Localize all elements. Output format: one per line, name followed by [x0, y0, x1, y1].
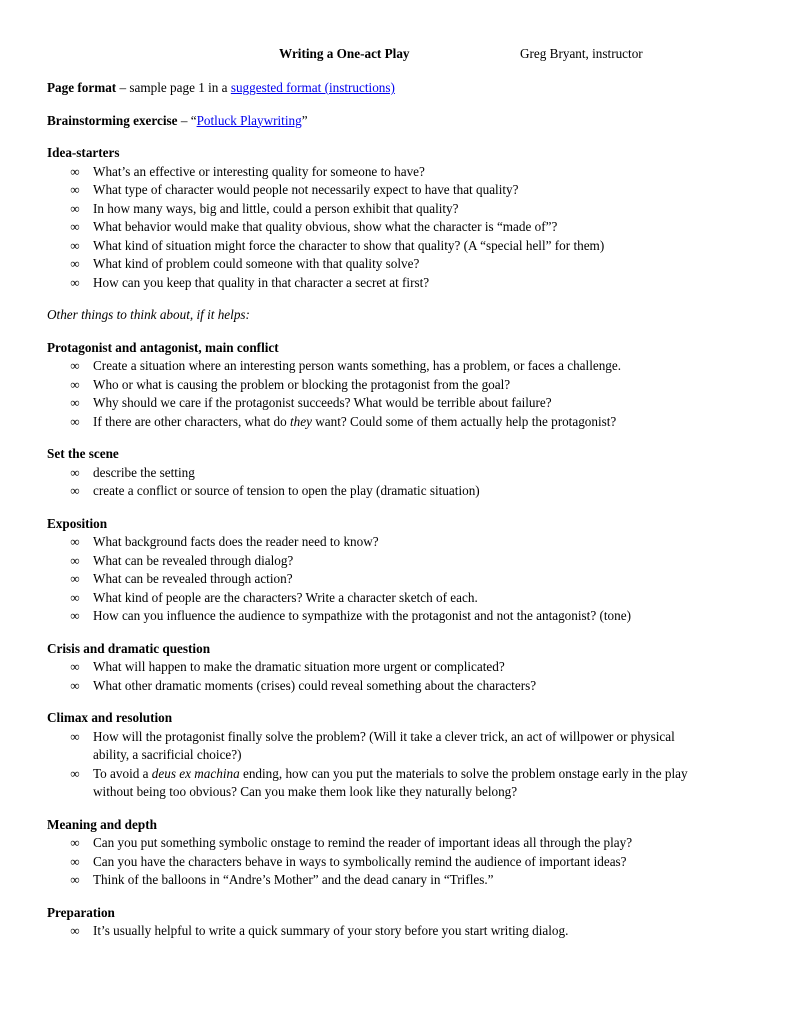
list-item: [47, 413, 737, 432]
list-item-text: If there are other characters, what do: [93, 413, 290, 429]
infinity-bullet-icon: ∞: [70, 395, 80, 410]
list-item: [47, 552, 737, 571]
infinity-bullet-icon: ∞: [70, 923, 80, 938]
brainstorming-text-after: ”: [301, 112, 308, 128]
suggested-format-link[interactable]: suggested format (instructions): [230, 80, 395, 95]
section-heading-meaning: Meaning and depth: [47, 816, 157, 832]
page-format-label: Page format: [47, 80, 117, 95]
brainstorming-text-before: – “: [177, 112, 197, 128]
brainstorming-label: Brainstorming exercise: [47, 112, 178, 128]
page-format-line: [47, 79, 737, 98]
section-heading-set-the-scene: Set the scene: [47, 446, 119, 461]
other-things-note: Other things to think about, if it helps:: [47, 307, 250, 322]
title-row: [47, 45, 737, 63]
infinity-bullet-icon: ∞: [70, 534, 80, 549]
section-heading-exposition: Exposition: [47, 515, 108, 531]
list-item-text: How can you keep that quality in that character a secret at first?: [93, 274, 430, 290]
list-item-text: What can be revealed through action?: [93, 571, 293, 586]
list-item-text: What’s an effective or interesting quality for someone to have?: [93, 163, 425, 179]
list-item-text: without being too obvious? Can you make them look like they naturally belong?: [93, 784, 518, 799]
list-item: [47, 834, 737, 853]
infinity-bullet-icon: ∞: [70, 872, 80, 887]
infinity-bullet-icon: ∞: [70, 358, 80, 373]
infinity-bullet-icon: ∞: [70, 237, 80, 253]
list-item: [47, 871, 737, 890]
infinity-bullet-icon: ∞: [70, 853, 80, 869]
list-item: [47, 181, 737, 200]
infinity-bullet-icon: ∞: [70, 765, 80, 781]
infinity-bullet-icon: ∞: [70, 483, 80, 498]
infinity-bullet-icon: ∞: [70, 182, 80, 197]
list-item: [47, 200, 737, 219]
list-item-text: It’s usually helpful to write a quick summary of your story before you start writing dialog.: [93, 923, 569, 938]
list-item-text: What kind of problem could someone with that quality solve?: [93, 256, 420, 271]
list-item-text: What can be revealed through dialog?: [93, 552, 294, 568]
crisis-list: [47, 658, 737, 695]
preparation-list: [47, 922, 737, 941]
list-item-text: Why should we care if the protagonist succeeds? What would be terrible about failure?: [93, 395, 552, 410]
list-item-text: What kind of situation might force the character to show that quality? (A “special hell” for them): [93, 237, 605, 253]
list-item: [47, 677, 737, 696]
list-item-text: Can you have the characters behave in ways to symbolically remind the audience of important ideas?: [93, 853, 627, 869]
potluck-playwriting-link[interactable]: Potluck Playwriting: [196, 112, 302, 128]
infinity-bullet-icon: ∞: [70, 219, 80, 234]
brainstorming-line: [47, 112, 737, 131]
list-item: [47, 658, 737, 677]
list-item: [47, 765, 737, 802]
list-item: [47, 255, 737, 274]
list-item-text: What other dramatic moments (crises) could reveal something about the characters?: [93, 677, 537, 693]
list-item: [47, 728, 737, 765]
list-item-text: Create a situation where an interesting person wants something, has a problem, or faces a challenge.: [93, 358, 622, 373]
infinity-bullet-icon: ∞: [70, 589, 80, 605]
list-item-text: How can you influence the audience to sympathize with the protagonist and not the antagonist? (tone): [93, 608, 631, 623]
document-page: [47, 45, 737, 941]
infinity-bullet-icon: ∞: [70, 200, 80, 216]
infinity-bullet-icon: ∞: [70, 728, 80, 744]
list-item-text: What background facts does the reader need to know?: [93, 534, 379, 549]
infinity-bullet-icon: ∞: [70, 571, 80, 586]
list-item: [47, 533, 737, 552]
infinity-bullet-icon: ∞: [70, 256, 80, 271]
idea-starters-list: [47, 163, 737, 293]
list-item: [47, 570, 737, 589]
infinity-bullet-icon: ∞: [70, 552, 80, 568]
list-item: [47, 376, 737, 395]
meaning-list: [47, 834, 737, 890]
list-item-text: What type of character would people not necessarily expect to have that quality?: [93, 182, 519, 197]
list-item: [47, 922, 737, 941]
infinity-bullet-icon: ∞: [70, 163, 80, 179]
list-item-text: What behavior would make that quality obvious, show what the character is “made of”?: [93, 219, 558, 234]
list-item-text: ability, a sacrificial choice?): [93, 747, 242, 762]
section-heading-climax: Climax and resolution: [47, 710, 173, 725]
list-item: [47, 394, 737, 413]
list-item-text: create a conflict or source of tension to open the play (dramatic situation): [93, 483, 480, 498]
list-item: [47, 464, 737, 483]
list-item: [47, 163, 737, 182]
list-item: [47, 237, 737, 256]
section-heading-preparation: Preparation: [47, 904, 115, 920]
infinity-bullet-icon: ∞: [70, 659, 80, 674]
list-item-text: describe the setting: [93, 464, 195, 480]
infinity-bullet-icon: ∞: [70, 835, 80, 850]
section-heading-protagonist: Protagonist and antagonist, main conflict: [47, 339, 279, 355]
set-the-scene-list: [47, 464, 737, 501]
list-item-text: To avoid a: [93, 765, 152, 781]
list-item: [47, 607, 737, 626]
list-item-text: What kind of people are the characters? Write a character sketch of each.: [93, 589, 478, 605]
document-title: Writing a One-act Play: [279, 46, 410, 61]
list-item: [47, 218, 737, 237]
list-item-text: want? Could some of them actually help the protagonist?: [311, 413, 617, 429]
list-item-text: ending, how can you put the materials to solve the problem onstage early in the play: [239, 765, 688, 781]
page-format-text: – sample page 1 in a: [116, 80, 231, 95]
list-item-text: In how many ways, big and little, could a person exhibit that quality?: [93, 200, 459, 216]
list-item: [47, 274, 737, 293]
emphasis-text: they: [289, 413, 312, 429]
exposition-list: [47, 533, 737, 626]
instructor-name: Greg Bryant, instructor: [520, 46, 643, 61]
list-item-text: How will the protagonist finally solve the problem? (Will it take a clever trick, an act of willpower or physical: [93, 728, 675, 744]
section-heading-crisis: Crisis and dramatic question: [47, 640, 211, 656]
emphasis-text: deus ex machina: [151, 765, 240, 781]
infinity-bullet-icon: ∞: [70, 608, 80, 623]
list-item-text: Think of the balloons in “Andre’s Mother” and the dead canary in “Trifles.”: [93, 872, 494, 887]
list-item-text: What will happen to make the dramatic situation more urgent or complicated?: [93, 659, 505, 674]
list-item-text: Can you put something symbolic onstage to remind the reader of important ideas all through the play?: [93, 835, 633, 850]
protagonist-list: [47, 357, 737, 431]
list-item-text: Who or what is causing the problem or blocking the protagonist from the goal?: [93, 376, 511, 392]
climax-list: [47, 728, 737, 802]
infinity-bullet-icon: ∞: [70, 376, 80, 392]
list-item: [47, 482, 737, 501]
section-heading-idea-starters: Idea-starters: [47, 145, 120, 160]
list-item: [47, 853, 737, 872]
infinity-bullet-icon: ∞: [70, 274, 80, 290]
list-item: [47, 589, 737, 608]
infinity-bullet-icon: ∞: [70, 413, 80, 429]
list-item: [47, 357, 737, 376]
infinity-bullet-icon: ∞: [70, 677, 80, 693]
infinity-bullet-icon: ∞: [70, 464, 80, 480]
